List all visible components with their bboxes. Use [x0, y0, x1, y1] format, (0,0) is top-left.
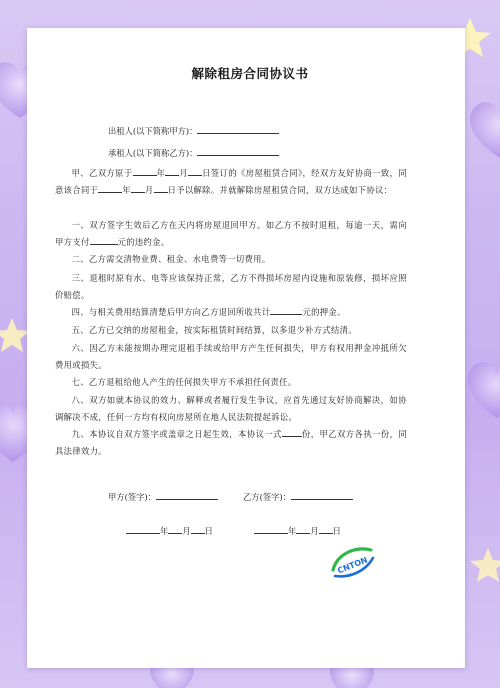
clause-text: 九、本协议自双方签字或盖章之日起生效，本协议一式	[71, 429, 282, 439]
lessor-line	[108, 124, 279, 137]
document-title: 解除租房合同协议书	[191, 66, 309, 81]
party-b-date	[254, 524, 341, 537]
clause-1	[55, 217, 407, 251]
clause-text: 四、与相关费用结算清楚后甲方向乙方退回所收共计	[71, 307, 271, 317]
star-icon	[470, 548, 500, 582]
date-day-blank[interactable]	[319, 524, 333, 534]
clause-text: 份，甲乙双方各执一份，同具法律效力。	[55, 429, 408, 456]
intro-paragraph	[55, 165, 407, 199]
clause-4	[55, 304, 407, 321]
date-day-label: 日	[204, 526, 213, 536]
clause-text: 一、双方签字生效后乙方在天内将房屋退回甲方。如乙方不按时退租，每逾一天，需向甲方支付	[55, 220, 407, 247]
lessee-label: 承租人(以下简称乙方)：	[108, 148, 198, 158]
date-year-blank[interactable]	[126, 524, 160, 534]
date-year-label: 年	[160, 526, 169, 536]
intro-text: 日予以解除。并就解除房屋租赁合同，双方达成如下协议：	[167, 185, 393, 195]
watermark-text: CNTON	[336, 555, 369, 576]
clause-2: 二、乙方需交清物业费、租金、水电费等一切费用。	[71, 254, 271, 264]
watermark-logo	[327, 540, 377, 584]
date-day-label: 日	[332, 526, 341, 536]
date-month-blank[interactable]	[296, 524, 310, 534]
party-b-label: 乙方(签字)：	[243, 492, 291, 502]
clause-3: 三、退租时原有水、电等应该保持正常，乙方不得损坏房屋内设施和原装修，损坏应照价赔偿。	[55, 273, 407, 300]
blank-day[interactable]	[154, 183, 168, 193]
date-year-label: 年	[288, 526, 297, 536]
copies-blank[interactable]	[282, 427, 302, 437]
clause-text: 元的违约金。	[117, 237, 170, 247]
clause-5: 五、乙方已交纳的房屋租金，按实际租赁时间结算，以多退少补方式结清。	[71, 325, 357, 335]
star-icon	[0, 318, 30, 352]
party-a-sign-blank[interactable]	[156, 490, 218, 500]
date-day-blank[interactable]	[191, 524, 205, 534]
clause-9	[55, 426, 407, 460]
blank-year[interactable]	[98, 183, 122, 193]
party-b-signature	[243, 490, 353, 503]
blank-month[interactable]	[131, 183, 145, 193]
intro-month: 月	[144, 185, 154, 195]
clause-7: 七、乙方退租给他人产生的任何损失甲方不承担任何责任。	[71, 377, 297, 387]
party-b-sign-blank[interactable]	[291, 490, 353, 500]
party-a-label: 甲方(签字)：	[108, 492, 156, 502]
intro-text: 甲、乙双方原于	[71, 168, 133, 178]
date-month-label: 月	[310, 526, 319, 536]
deposit-blank[interactable]	[270, 305, 302, 315]
date-year-blank[interactable]	[254, 524, 288, 534]
lessee-blank[interactable]	[197, 146, 279, 156]
intro-year: 年	[122, 185, 131, 195]
intro-text: 日签订的《房屋租赁合同》，经双方友好协商一致，同意该合同于	[55, 168, 407, 195]
blank-year[interactable]	[133, 166, 157, 176]
penalty-blank[interactable]	[90, 235, 118, 245]
lessee-line	[108, 146, 279, 159]
clause-6: 六、因乙方未能按期办理完退租手续或给甲方产生任何损失，甲方有权用押金冲抵所欠费用或损失。	[55, 343, 407, 370]
date-month-blank[interactable]	[168, 524, 182, 534]
date-month-label: 月	[182, 526, 191, 536]
blank-day[interactable]	[188, 166, 202, 176]
party-a-date	[126, 524, 213, 537]
blank-month[interactable]	[165, 166, 179, 176]
intro-year: 年	[156, 168, 166, 178]
party-a-signature	[108, 490, 218, 503]
intro-month: 月	[179, 168, 189, 178]
lessor-blank[interactable]	[197, 124, 279, 134]
clause-8: 八、双方如就本协议的效力、解释或者履行发生争议，应首先通过友好协商解决，如协调解决不成，任何一方均有权向房屋所在地人民法院提起诉讼。	[55, 395, 407, 422]
clause-text: 元的押金。	[302, 307, 346, 317]
lessor-label: 出租人(以下简称甲方)：	[108, 126, 198, 136]
